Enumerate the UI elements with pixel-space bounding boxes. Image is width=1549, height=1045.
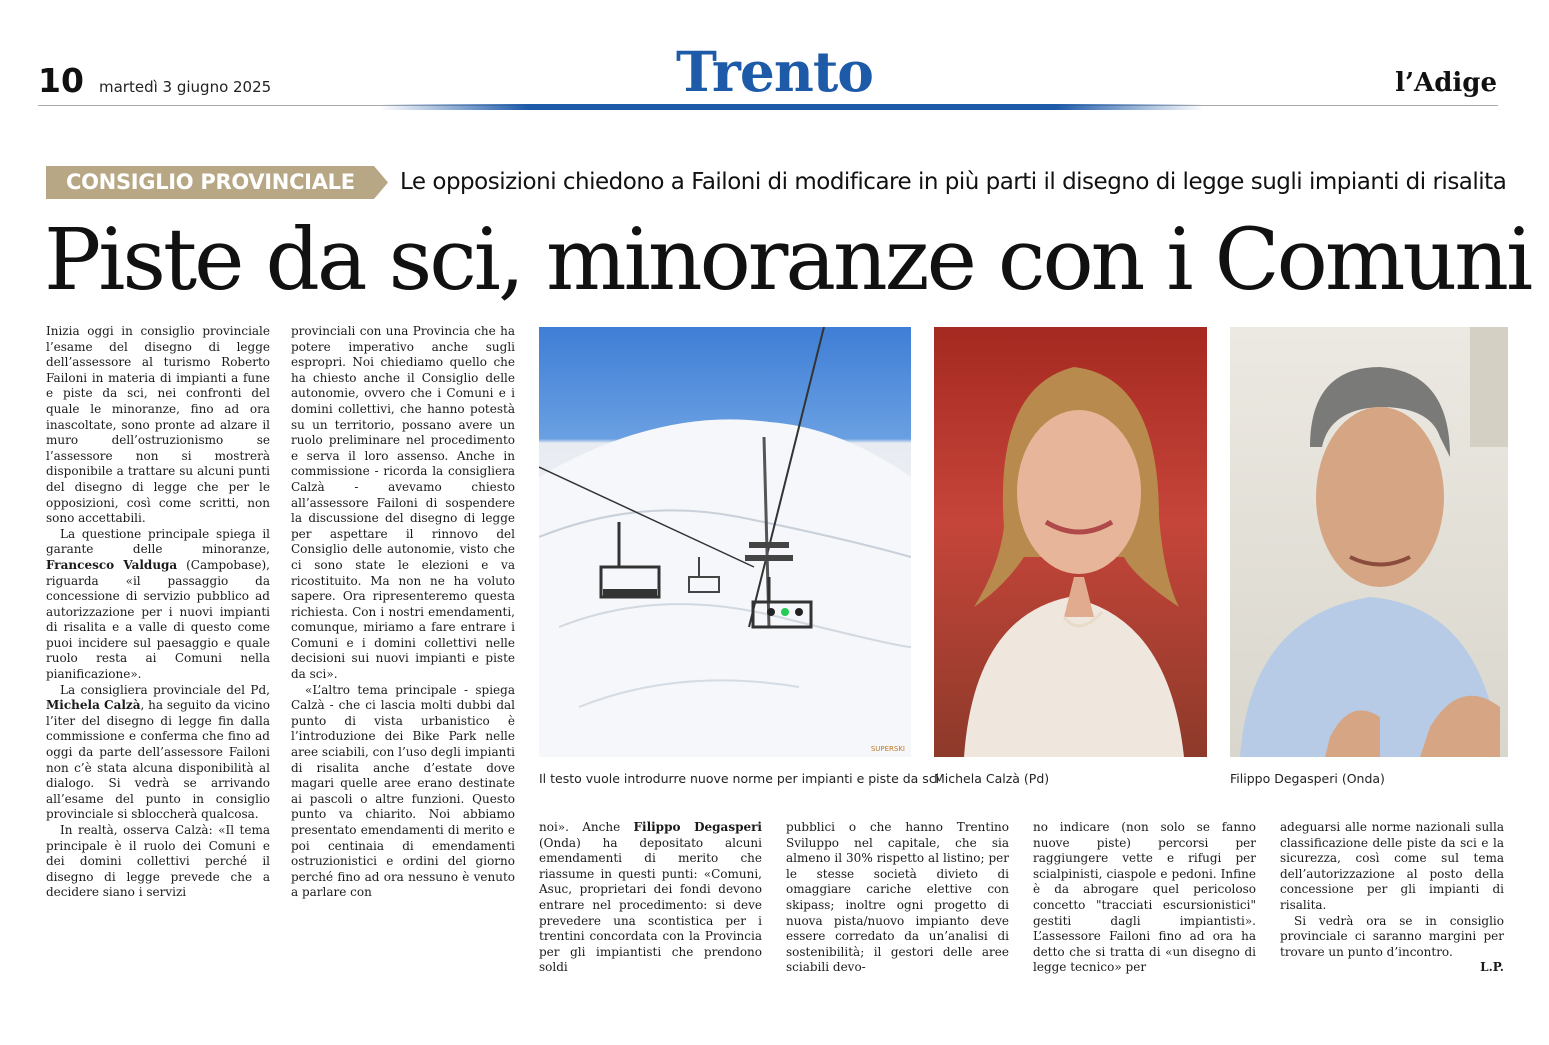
paragraph: Si vedrà ora se in consiglio provinciale ci saranno margini per trovare un punto d’incontro.	[1280, 913, 1504, 959]
paragraph: «L’altro tema principale - spiega Calzà - che ci lascia molti dubbi dal punto di vista urbanistico è l’introduzione dei Bike Park nelle aree sciabili, con l’uso degli impianti di risalita anche d’estate dove magari quelle aree erano destinate ai pascoli o altre funzioni. Questo punto va chiarito. Noi abbiamo presentato emendamenti di merito e poi centinaia di emendamenti ostruzionistici e ordini del giorno perché fino ad ora nessuno è venuto a parlare con	[291, 682, 515, 900]
portrait-illustration	[1230, 327, 1508, 757]
photo-caption-calza: Michela Calzà (Pd)	[934, 771, 1050, 786]
portrait-illustration	[934, 327, 1207, 757]
article-subhead: Le opposizioni chiedono a Failoni di modificare in più parti il disegno di legge sugli impianti di risalita	[400, 169, 1507, 195]
ski-lift-photo	[539, 327, 911, 757]
author-signature: L.P.	[1480, 960, 1504, 975]
person-name: Francesco Valduga	[46, 557, 178, 572]
page-date: martedì 3 giugno 2025	[99, 78, 272, 96]
newspaper-logo: l’Adige	[1395, 68, 1497, 98]
person-name: Michela Calzà	[46, 698, 141, 713]
text-column-3	[539, 820, 762, 976]
michela-calza-photo	[934, 327, 1207, 757]
paragraph: pubblici o che hanno Trentino Sviluppo nel capitale, che sia almeno il 30% rispetto al listino; per le stesse società divieto di omaggiare cariche elettive con skipass; inoltre ogni progetto di nuova pista/nuovo impianto deve essere corredato da un’analisi di sostenibilità; il gestori delle aree sciabili devo-	[786, 820, 1009, 975]
paragraph: In realtà, osserva Calzà: «Il tema principale è il ruolo dei Comuni e dei domini collettivi perché il disegno di legge prevede che a decidere siano i servizi	[46, 823, 270, 900]
photo-credit: SUPERSKI	[870, 745, 905, 753]
photo-caption-ski: Il testo vuole introdurre nuove norme per impianti e piste da sci	[539, 771, 940, 786]
text-column-2	[291, 324, 515, 901]
text-column-1	[46, 324, 270, 901]
article-headline: Piste da sci, minoranze con i Comuni	[44, 211, 1531, 310]
paragraph: adeguarsi alle norme nazionali sulla classificazione delle piste da sci e la sicurezza, così come sul tema dell’autorizzazione al posto della concessione per gli impianti di risalita.	[1280, 820, 1504, 912]
person-name: Filippo Degasperi	[633, 820, 762, 834]
paragraph: no indicare (non solo se fanno nuove piste) percorsi per raggiungere vette e rifugi per scialpinisti, ciaspole e pedoni. Infine è da abrogare quel pericoloso concetto "tracciati escursionistici" gestiti dagli impiantisti». L’assessore Failoni fino ad ora ha detto che si tratta di «un disegno di legge tecnico» per	[1033, 820, 1256, 975]
text-column-6	[1280, 820, 1504, 976]
ski-lift-illustration	[539, 327, 911, 757]
paragraph: provinciali con una Provincia che ha potere imperativo anche sugli espropri. Noi chiediamo quello che ha chiesto anche il Consiglio delle autonomie, ovvero che i Comuni e i domini collettivi, che hanno potestà su un territorio, possano avere un ruolo preliminare nel procedimento e serva il loro assenso. Anche in commissione - ricorda la consigliera Calzà - avevamo chiesto all’assessore Failoni di sospendere la discussione del disegno di legge per aspettare il rinnovo del Consiglio delle autonomie, visto che ci sono state le elezioni e va ricostituito. Ma non ne ha voluto sapere. Ora ripresenteremo questa richiesta. Con i nostri emendamenti, comunque, miriamo a fare entrare i Comuni e i domini collettivi nelle decisioni sui nuovi impianti e piste da sci».	[291, 324, 515, 682]
paragraph: noi». Anche Filippo Degasperi (Onda) ha depositato alcuni emendamenti di merito che riassume in questi punti: «Comuni, Asuc, proprietari dei fondi devono entrare nel procedimento: si deve prevedere una scontistica per i trentini concordata con la Provincia per gli impiantisti che prendono soldi	[539, 820, 762, 975]
photo-caption-degasperi: Filippo Degasperi (Onda)	[1230, 771, 1385, 786]
page-number: 10	[38, 61, 84, 100]
kicker-label: CONSIGLIO PROVINCIALE	[66, 170, 355, 194]
section-title: Trento	[676, 39, 873, 104]
paragraph: La consigliera provinciale del Pd, Michela Calzà, ha seguito da vicino l’iter del disegno di legge fin dalla commissione e conferma che fino ad oggi da parte dell’assessore Failoni non c’è stata alcuna disponibilità al dialogo. Si vedrà se arrivando all’esame del punto in consiglio provinciale si sbloccherà qualcosa.	[46, 682, 270, 822]
filippo-degasperi-photo	[1230, 327, 1508, 757]
paragraph: Inizia oggi in consiglio provinciale l’esame del disegno di legge dell’assessore al turismo Roberto Failoni in materia di impianti a fune e piste da sci, nei confronti del quale le minoranze, fino ad ora inascoltate, sono pronte ad alzare il muro dell’ostruzionismo se l’assessore non si mostrerà disponibile a trattare su alcuni punti del disegno di legge che per le opposizioni, così come scritti, non sono accettabili.	[46, 324, 270, 526]
text-column-4	[786, 820, 1009, 976]
text-column-5	[1033, 820, 1256, 976]
header-accent-bar	[380, 104, 1204, 110]
paragraph: La questione principale spiega il garante delle minoranze, Francesco Valduga (Campobase), riguarda «il passaggio da concessione di servizio pubblico ad autorizzazione per i nuovi impianti di risalita e a valle di questo come puoi incidere sul paesaggio e quale ruolo resta ai Comuni nella pianificazione».	[46, 526, 270, 682]
